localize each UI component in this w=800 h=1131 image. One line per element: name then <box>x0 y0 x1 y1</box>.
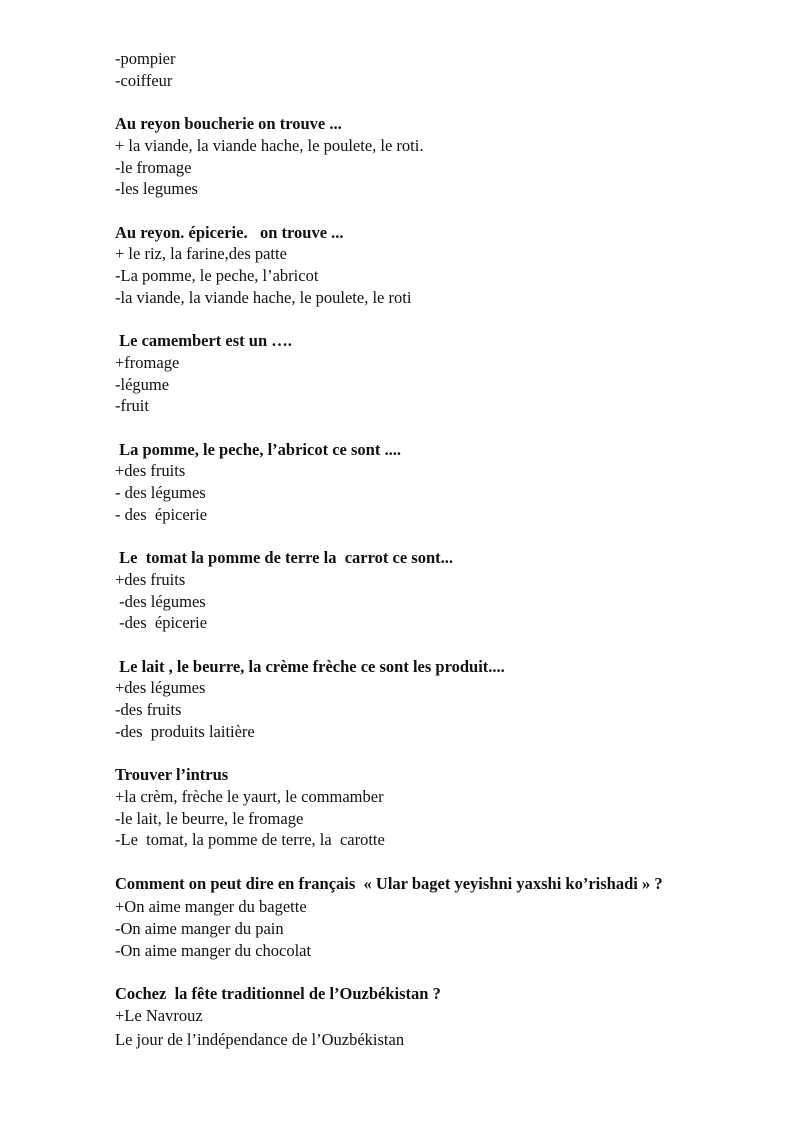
question-text: Cochez la fête traditionnel de l’Ouzbékistan ? <box>115 984 441 1004</box>
question-text: La pomme, le peche, l’abricot ce sont .... <box>115 439 401 459</box>
answer-option: -des épicerie <box>115 613 208 633</box>
question-text: Au reyon boucherie on trouve ... <box>115 114 342 134</box>
question-text: Le camembert est un …. <box>115 331 292 351</box>
answer-option: - des épicerie <box>115 504 208 524</box>
answer-option: +Le Navrouz <box>115 1005 203 1025</box>
document-page <box>115 48 775 1050</box>
answer-option: -la viande, la viande hache, le poulete, le roti <box>115 287 412 307</box>
question-block <box>115 222 775 309</box>
question-text: Le lait , le beurre, la crème frèche ce sont les produit.... <box>115 656 505 676</box>
answer-option: +On aime manger du bagette <box>115 897 307 917</box>
question-text: Comment on peut dire en français « Ular baget yeyishni yaxshi ko’rishadi » ? <box>115 873 663 893</box>
answer-option: -La pomme, le peche, l’abricot <box>115 266 319 285</box>
question-block <box>115 983 775 1050</box>
answer-option: -légume <box>115 374 170 394</box>
question-block <box>115 764 775 851</box>
answer-option: +la crèm, frèche le yaurt, le commamber <box>115 786 384 806</box>
answer-option: -On aime manger du pain <box>115 919 284 938</box>
answer-option: - des légumes <box>115 483 206 502</box>
answer-option: -On aime manger du chocolat <box>115 940 312 960</box>
answer-option: -des légumes <box>115 591 206 611</box>
answer-option: +des fruits <box>115 569 186 589</box>
question-block <box>115 873 775 962</box>
answer-option: Le jour de l’indépendance de l’Ouzbékistan <box>115 1029 405 1049</box>
answer-option: -Le tomat, la pomme de terre, la carotte <box>115 830 385 850</box>
answer-option: + la viande, la viande hache, le poulete, le roti. <box>115 135 424 155</box>
question-block <box>115 547 775 634</box>
answer-option: -les legumes <box>115 179 198 199</box>
answer-option: -le fromage <box>115 157 192 177</box>
intro-line: -pompier <box>115 49 176 68</box>
answer-option: + le riz, la farine,des patte <box>115 244 287 264</box>
question-block <box>115 656 775 743</box>
answer-option: +des fruits <box>115 461 186 481</box>
question-text: Au reyon. épicerie. on trouve ... <box>115 222 344 242</box>
answer-option: +des légumes <box>115 678 206 698</box>
answer-option: +fromage <box>115 352 180 372</box>
answer-option: -des produits laitière <box>115 721 255 741</box>
answer-option: -des fruits <box>115 700 182 719</box>
question-block <box>115 330 775 417</box>
answer-option: -fruit <box>115 396 149 416</box>
question-block <box>115 113 775 200</box>
intro-line: -coiffeur <box>115 70 173 90</box>
question-text: Trouver l’intrus <box>115 765 229 785</box>
question-block <box>115 439 775 526</box>
question-text: Le tomat la pomme de terre la carrot ce sont... <box>115 548 453 568</box>
intro-list <box>115 48 775 91</box>
answer-option: -le lait, le beurre, le fromage <box>115 808 304 828</box>
